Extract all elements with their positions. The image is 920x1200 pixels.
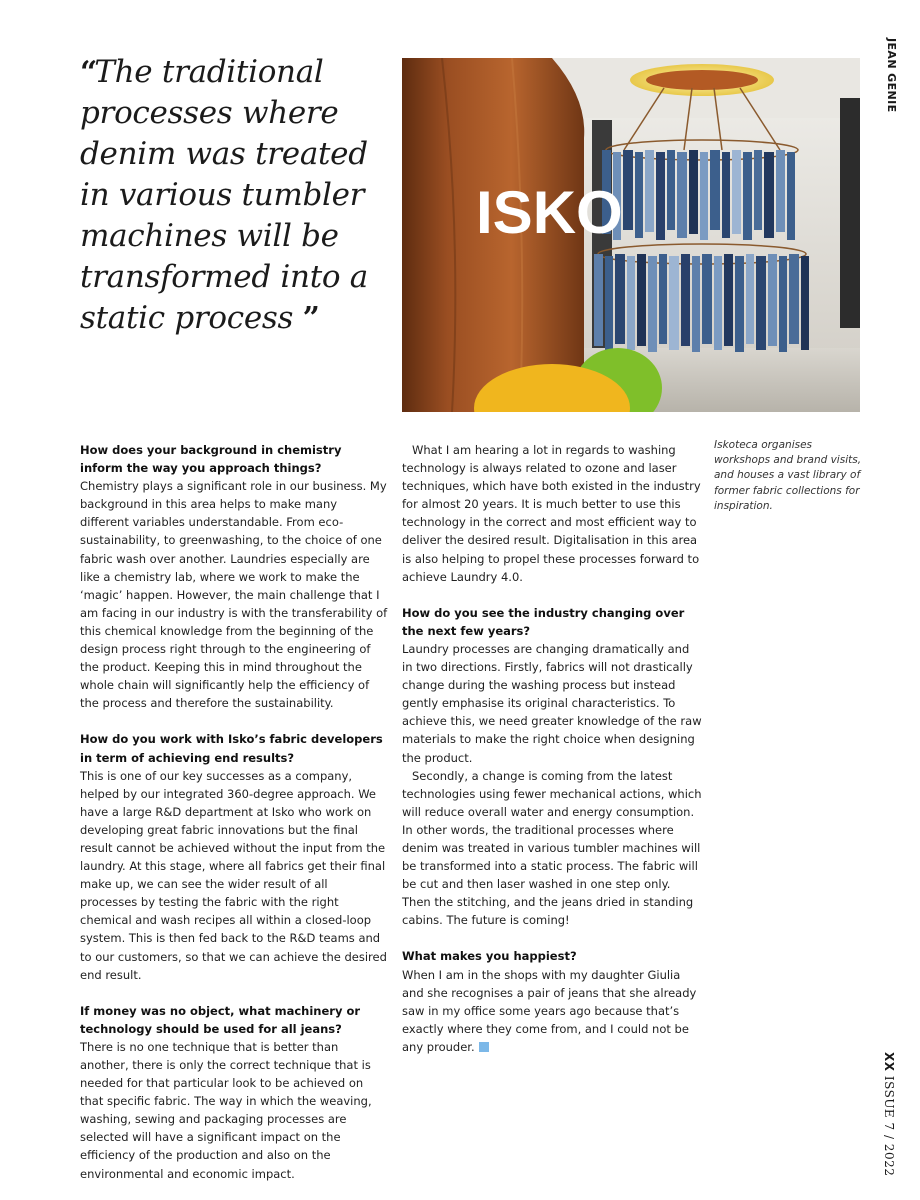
- isko-sign: ISKO: [476, 179, 623, 246]
- photo-caption: Iskoteca organises workshops and brand visits, and houses a vast library of former fabric collections for inspiration.: [714, 439, 862, 512]
- question-heading: How do you work with Isko’s fabric developers in term of achieving end results?: [80, 732, 383, 765]
- open-quote-mark: “: [80, 55, 95, 90]
- folio: XX: [882, 1052, 896, 1072]
- end-mark-icon: [479, 1042, 489, 1052]
- answer-paragraph: [402, 966, 702, 1056]
- issue-footer: [882, 1052, 896, 1176]
- article-column-2: [402, 441, 702, 1056]
- showroom-photo: [402, 58, 860, 412]
- question-heading: How does your background in chemistry inform the way you approach things?: [80, 443, 342, 476]
- pull-quote: [80, 52, 380, 339]
- issue-number: ISSUE 7 / 2022: [882, 1075, 896, 1177]
- article-column-1: [80, 441, 388, 1183]
- section-label: JEAN GENIE: [885, 38, 898, 113]
- answer-paragraph: This is one of our key successes as a company, helped by our integrated 360-degree approach. We have a large R&D department at Isko who work on developing great fabric innovations but the final result cannot be achieved without the input from the laundry. At this stage, where all fabrics get their final make up, we can see the wider result of all processes by testing the fabric with the right chemical and wash recipes all within a closed-loop system. This is then fed back to the R&D teams and to our customers, so that we can achieve the desired end result.: [80, 768, 387, 982]
- close-quote-mark: ”: [302, 301, 317, 336]
- answer-paragraph: Laundry processes are changing dramatically and in two directions. Firstly, fabrics will not drastically change during the washing process but instead gently emphasise its original characteristics. To achieve this, we need greater knowledge of the raw materials to make the right choice when designing the product.: [402, 641, 702, 765]
- answer-text: When I am in the shops with my daughter Giulia and she recognises a pair of jeans that she already saw in my office some years ago because that’s exactly where they come from, and I could not be any prouder.: [402, 967, 697, 1054]
- answer-paragraph: There is no one technique that is better than another, there is only the correct technique that is needed for that particular look to be achieved on that specific fabric. The way in which the weaving, washing, sewing and packaging processes are selected will have a significant impact on the efficiency of the production and also on the environmental and economic impact.: [80, 1039, 372, 1181]
- answer-paragraph: Chemistry plays a significant role in our business. My background in this area helps to make many different variables understandable. From eco-sustainability, to greenwashing, to the choice of one fabric wash over another. Laundries especially are like a chemistry lab, where we work to make the ‘magic’ happen. However, the main challenge that I am facing in our industry is with the transferability of this chemical knowledge from the beginning of the design process right through to the engineering of the product. Keeping this in mind throughout the whole chain will significantly help the efficiency of the process and therefore the sustainability.: [80, 479, 388, 711]
- question-heading: How do you see the industry changing over the next few years?: [402, 605, 685, 638]
- question-heading: If money was no object, what machinery or technology should be used for all jeans?: [80, 1003, 361, 1036]
- pull-quote-text: The traditional processes where denim was treated in various tumbler machines will be transformed into a static process: [80, 54, 368, 336]
- answer-paragraph: Secondly, a change is coming from the latest technologies using fewer mechanical actions, which will reduce overall water and energy consumption. In other words, the traditional processes where denim was treated in various tumbler machines will be transformed into a static process. The fabric will be cut and then laser washed in one step only. Then the stitching, and the jeans dried in standing cabins. The future is coming!: [402, 768, 702, 928]
- answer-paragraph: What I am hearing a lot in regards to washing technology is always related to ozone and laser techniques, which have both existed in the industry for almost 20 years. It is much better to use this technology in the correct and most efficient way to deliver the desired result. Digitalisation in this area is also helping to propel these processes forward to achieve Laundry 4.0.: [402, 443, 701, 584]
- question-heading: What makes you happiest?: [402, 949, 577, 964]
